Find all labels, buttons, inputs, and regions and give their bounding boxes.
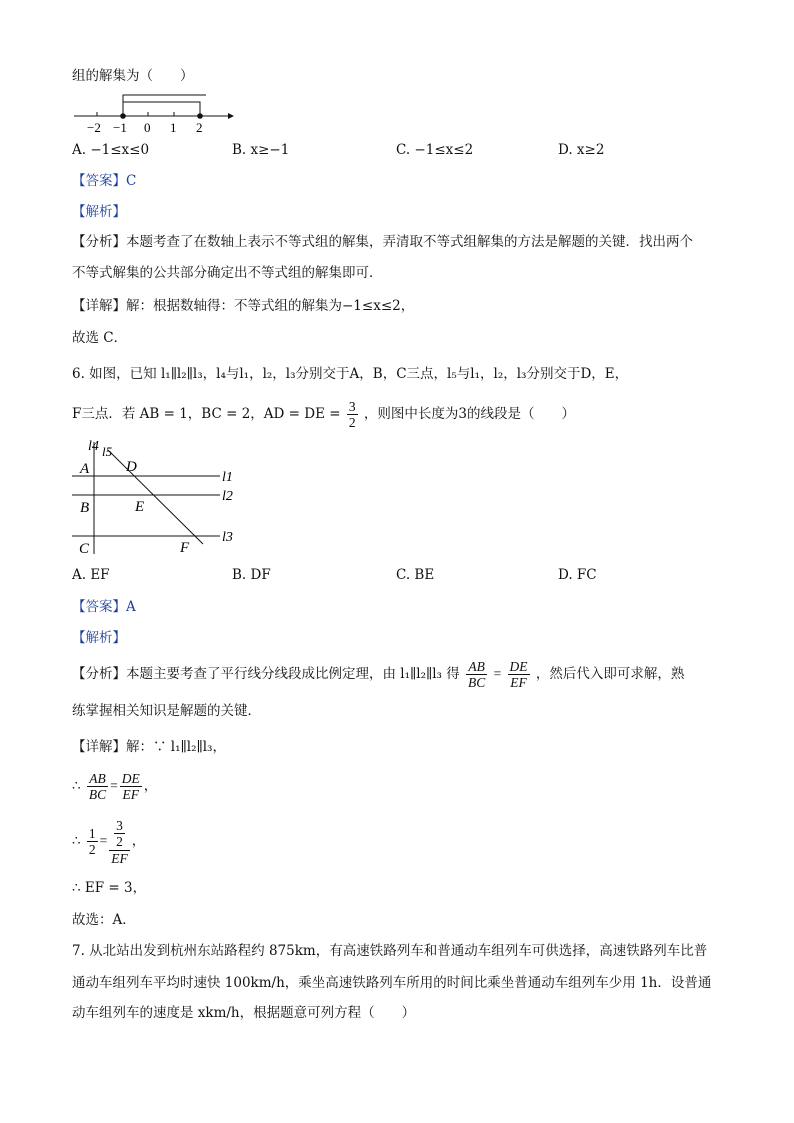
nested-fraction bbox=[114, 818, 125, 850]
q6-ad-fraction bbox=[347, 399, 358, 430]
q6-stem-line1: 6. 如图，已知 l₁∥l₂∥l₃，l₄与l₁，l₂，l₃分别交于A，B，C三点，l₅与l₁，l₂，l₃分别交于D，E， bbox=[72, 366, 629, 382]
label-point-d: D bbox=[126, 459, 137, 475]
tick-label: −1 bbox=[113, 120, 127, 135]
q6-answer: 【答案】A bbox=[72, 599, 136, 615]
fraction-numerator: 1 bbox=[88, 826, 96, 841]
label-l5: l5 bbox=[102, 444, 113, 459]
therefore-symbol: ∴ bbox=[72, 778, 81, 794]
q5-analysis-line1: 【分析】本题考查了在数轴上表示不等式组的解集，弄清取不等式组解集的方法是解题的关键．找出两个 bbox=[72, 234, 693, 250]
q6-stem-line2-post: ，则图中长度为3的线段是（ ） bbox=[363, 406, 575, 422]
step3-left-fraction bbox=[87, 826, 98, 857]
tick-label: 2 bbox=[196, 120, 203, 135]
label-point-c: C bbox=[79, 541, 90, 557]
q5-option-a[interactable]: A. −1≤x≤0 bbox=[72, 142, 150, 158]
q6-detail-step2: ∴ $\frac{AB}{BC}$ = $\frac{DE}{EF}$ ， bbox=[72, 771, 158, 802]
label-point-b: B bbox=[80, 500, 90, 516]
fraction-numerator: AB bbox=[87, 771, 108, 787]
label-l2: l2 bbox=[222, 489, 233, 504]
q5-option-c[interactable]: C. −1≤x≤2 bbox=[396, 142, 474, 158]
q6-option-b[interactable]: B. DF bbox=[232, 567, 271, 583]
number-line-figure bbox=[70, 90, 240, 138]
q6-analysis-line2: 练掌握相关知识是解题的关键． bbox=[72, 703, 261, 719]
step2-ratio-right bbox=[120, 771, 142, 802]
q7-stem-line3: 动车组列车的速度是 xkm/h，根据题意可列方程（ ） bbox=[72, 1005, 416, 1021]
q6-stem-line2 bbox=[72, 398, 575, 430]
tick-label: 0 bbox=[144, 120, 151, 135]
q7-stem-line1: 7. 从北站出发到杭州东站路程约 875km，有高速铁路列车和普通动车组列车可供选择，高速铁路列车比普 bbox=[72, 943, 708, 959]
q6-analysis-post: ，然后代入即可求解，熟 bbox=[535, 666, 685, 682]
label-point-a: A bbox=[80, 461, 90, 477]
therefore-symbol: ∴ bbox=[72, 833, 81, 849]
q6-option-d[interactable]: D. FC bbox=[558, 567, 597, 583]
ratio-de-ef bbox=[508, 659, 530, 690]
fraction-numerator: DE bbox=[509, 659, 528, 674]
q6-analysis-header: 【解析】 bbox=[72, 630, 126, 646]
step2-ratio-left bbox=[87, 771, 108, 802]
label-l3: l3 bbox=[222, 530, 233, 545]
tick-label: −2 bbox=[87, 120, 101, 135]
fraction-denominator: 2 bbox=[348, 415, 356, 430]
step3-right-fraction bbox=[109, 818, 130, 866]
label-l1: l1 bbox=[222, 470, 233, 485]
fraction-denominator: 2 bbox=[116, 833, 123, 849]
fraction-denominator: 2 bbox=[88, 842, 96, 857]
q5-analysis-line2: 不等式解集的公共部分确定出不等式组的解集即可． bbox=[72, 265, 383, 281]
q6-detail-step4: ∴ EF = 3， bbox=[72, 880, 147, 896]
q6-detail-step3: ∴ $\frac{1}{2}$ = $\frac{\frac{3}{2}}{EF}$ ， bbox=[72, 817, 146, 866]
fraction-denominator: EF bbox=[111, 850, 128, 866]
tick-label: 1 bbox=[170, 120, 177, 135]
q5-detail: 【详解】解：根据数轴得：不等式组的解集为−1≤x≤2， bbox=[72, 298, 415, 314]
fraction-denominator: EF bbox=[122, 787, 140, 802]
q6-option-c[interactable]: C. BE bbox=[396, 567, 435, 583]
fraction-numerator: AB bbox=[466, 659, 487, 675]
q7-stem-line2: 通动车组列车平均时速快 100km/h，乘坐高速铁路列车所用的时间比乘坐普通动车组列车少用 1h．设普通 bbox=[72, 975, 712, 991]
label-l4: l4 bbox=[88, 439, 99, 454]
q6-stem-line2-pre: F三点．若 AB = 1，BC = 2，AD = DE = bbox=[72, 406, 341, 422]
ratio-ab-bc bbox=[466, 659, 487, 690]
fraction-denominator: BC bbox=[468, 675, 486, 690]
q5-answer: 【答案】C bbox=[72, 173, 137, 189]
q5-stem: 组的解集为（ ） bbox=[72, 68, 194, 84]
q6-analysis-line1: 【分析】本题主要考查了平行线分线段成比例定理，由 l₁∥l₂∥l₃ 得 $\frac{AB}{BC}$ = $\frac{DE}{EF}$ ，然后代入即可求解，熟 bbox=[72, 659, 685, 690]
q6-choose: 故选：A． bbox=[72, 912, 136, 928]
fraction-numerator: 3 bbox=[116, 817, 123, 833]
fraction-denominator: EF bbox=[510, 675, 527, 690]
q5-analysis-header: 【解析】 bbox=[72, 204, 126, 220]
q6-detail-line1: 【详解】解：∵ l₁∥l₂∥l₃， bbox=[72, 739, 226, 755]
fraction-numerator: DE bbox=[121, 771, 140, 786]
q6-option-a[interactable]: A. EF bbox=[72, 567, 110, 583]
q5-option-d[interactable]: D. x≥2 bbox=[558, 142, 605, 158]
fraction-denominator: BC bbox=[88, 787, 107, 802]
parallel-lines-figure bbox=[70, 436, 240, 558]
label-point-e: E bbox=[135, 499, 145, 515]
q5-option-b[interactable]: B. x≥−1 bbox=[232, 142, 290, 158]
q6-analysis-pre: 【分析】本题主要考查了平行线分线段成比例定理，由 l₁∥l₂∥l₃ 得 bbox=[72, 666, 460, 682]
q5-choose: 故选 C． bbox=[72, 330, 128, 346]
label-point-f: F bbox=[180, 540, 190, 556]
fraction-numerator: 3 bbox=[348, 399, 356, 414]
